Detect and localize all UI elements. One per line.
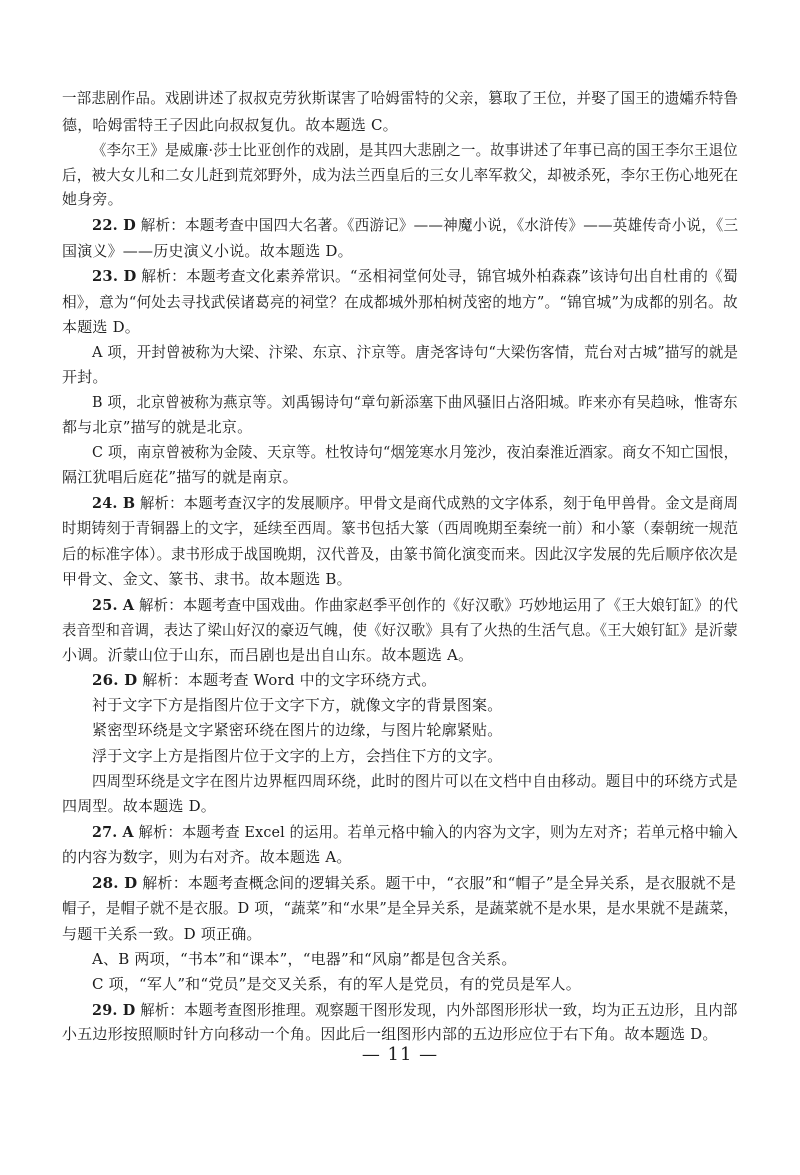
text-line: 的内容为数字，则为右对齐。故本题选 A。 bbox=[62, 848, 352, 866]
text-line: A、B 两项，“书本”和“课本”，“电器”和“风扇”都是包含关系。 bbox=[92, 950, 517, 968]
answer-text: 解析：本题考查 Word 中的文字环绕方式。 bbox=[142, 671, 437, 689]
text-line: 国演义》——历史演义小说。故本题选 D。 bbox=[62, 242, 353, 260]
text-line: 衬于文字下方是指图片位于文字下方，就像文字的背景图案。 bbox=[92, 696, 503, 714]
text-line: 一部悲剧作品。戏剧讲述了叔叔克劳狄斯谋害了哈姆雷特的父亲，篡取了王位，并娶了国王的遗孀乔特鲁 bbox=[62, 89, 739, 107]
answer-number: 23. D bbox=[92, 267, 137, 285]
text-line: C 项，南京曾被称为金陵、天京等。杜牧诗句“烟笼寒水月笼沙，夜泊秦淮近酒家。商女不知亡国恨， bbox=[92, 443, 739, 461]
text-line: 相》，意为“何处去寻找武侯诸葛亮的祠堂？在成都城外那柏树茂密的地方”。“锦官城”为成都的别名。故 bbox=[62, 293, 738, 311]
answer-item-24 bbox=[92, 491, 738, 515]
text-line: 表音型和音调，表达了梁山好汉的豪迈气魄，使《好汉歌》具有了火热的生活气息。《王大娘钉缸》是沂蒙 bbox=[62, 621, 738, 639]
text-line: 她身旁。 bbox=[62, 190, 123, 208]
text-line: 甲骨文、金文、篆书、隶书。故本题选 B。 bbox=[62, 570, 352, 588]
text-line: 浮于文字上方是指图片位于文字的上方，会挡住下方的文字。 bbox=[92, 747, 503, 765]
text-line: 四周型环绕是文字在图片边界框四周环绕，此时的图片可以在文档中自由移动。题目中的环绕方式是 bbox=[92, 772, 738, 790]
answer-item-23 bbox=[92, 264, 738, 288]
text-line: B 项，北京曾被称为燕京等。刘禹锡诗句“章句新添塞下曲风骚旧占洛阳城。昨来亦有吴趋咏，惟寄东 bbox=[92, 393, 738, 411]
answer-item-26 bbox=[92, 668, 436, 692]
text-line: C 项，“军人”和“党员”是交叉关系，有的军人是党员，有的党员是军人。 bbox=[92, 975, 581, 993]
text-line: 都与北京”描写的就是北京。 bbox=[62, 418, 253, 436]
answer-text: 解析：本题考查图形推理。观察题干图形发现，内外部图形形状一致，均为正五边形，且内部 bbox=[140, 1001, 738, 1019]
text-line: 本题选 D。 bbox=[62, 318, 140, 336]
text-line: 紧密型环绕是文字紧密环绕在图片的边缘，与图片轮廓紧贴。 bbox=[92, 721, 503, 739]
text-line: 开封。 bbox=[62, 368, 108, 386]
answer-number: 26. D bbox=[92, 671, 138, 689]
answer-number: 25. A bbox=[92, 596, 135, 614]
answer-text: 解析：本题考查文化素养常识。“丞相祠堂何处寻，锦官城外柏森森”该诗句出自杜甫的《蜀 bbox=[141, 267, 738, 285]
text-line: 帽子，是帽子就不是衣服。D 项，“蔬菜”和“水果”是全异关系，是蔬菜就不是水果，是水果就不是蔬菜， bbox=[62, 899, 739, 917]
answer-text: 解析：本题考查 Excel 的运用。若单元格中输入的内容为文字，则为左对齐；若单元格中输入 bbox=[138, 823, 738, 841]
answer-item-22 bbox=[92, 213, 738, 237]
text-line: 与题干关系一致。D 项正确。 bbox=[62, 925, 262, 943]
text-line: 小调。沂蒙山位于山东，而吕剧也是出自山东。故本题选 A。 bbox=[62, 646, 474, 664]
answer-number: 27. A bbox=[92, 823, 134, 841]
answer-number: 24. B bbox=[92, 494, 136, 512]
answer-item-28 bbox=[92, 871, 736, 895]
text-line: 后，被大女儿和二女儿赶到荒郊野外，成为法兰西皇后的三女儿率军救父，却被杀死，李尔王伤心地死在 bbox=[62, 166, 739, 184]
answer-text: 解析：本题考查中国戏曲。作曲家赵季平创作的《好汉歌》巧妙地运用了《王大娘钉缸》的代 bbox=[139, 596, 739, 614]
answer-number: 28. D bbox=[92, 874, 138, 892]
answer-number: 22. D bbox=[92, 216, 136, 234]
text-line: 小五边形按照顺时针方向移动一个角。因此后一组图形内部的五边形应位于右下角。故本题选 D。 bbox=[62, 1025, 718, 1043]
answer-text: 解析：本题考查汉字的发展顺序。甲骨文是商代成熟的文字体系，刻于龟甲兽骨。金文是商周 bbox=[139, 494, 739, 512]
text-line: 《李尔王》是威廉·莎士比亚创作的戏剧，是其四大悲剧之一。故事讲述了年事已高的国王李尔王退位 bbox=[92, 141, 738, 159]
answer-text: 解析：本题考查中国四大名著。《西游记》——神魔小说，《水浒传》——英雄传奇小说，《三 bbox=[140, 216, 739, 234]
text-line: A 项，开封曾被称为大梁、汴梁、东京、汴京等。唐尧客诗句“大梁伤客情，荒台对古城”描写的就是 bbox=[92, 343, 739, 361]
answer-text: 解析：本题考查概念间的逻辑关系。题干中，“衣服”和“帽子”是全异关系，是衣服就不是 bbox=[142, 874, 737, 892]
text-line: 后的标准字体）。隶书形成于战国晚期，汉代普及，由篆书简化演变而来。因此汉字发展的先后顺序依次是 bbox=[62, 545, 738, 563]
page-number: — 11 — bbox=[361, 1044, 439, 1065]
answer-number: 29. D bbox=[92, 1001, 136, 1019]
text-line: 时期铸刻于青铜器上的文字，延续至西周。篆书包括大篆（西周晚期至秦统一前）和小篆（秦朝统一规范 bbox=[62, 519, 739, 537]
text-line: 四周型。故本题选 D。 bbox=[62, 797, 216, 815]
answer-item-29 bbox=[92, 998, 738, 1022]
text-line: 隔江犹唱后庭花”描写的就是南京。 bbox=[62, 468, 298, 486]
answer-item-27 bbox=[92, 820, 738, 844]
text-line: 德，哈姆雷特王子因此向叔叔复仇。故本题选 C。 bbox=[62, 116, 398, 134]
answer-item-25 bbox=[92, 593, 738, 617]
